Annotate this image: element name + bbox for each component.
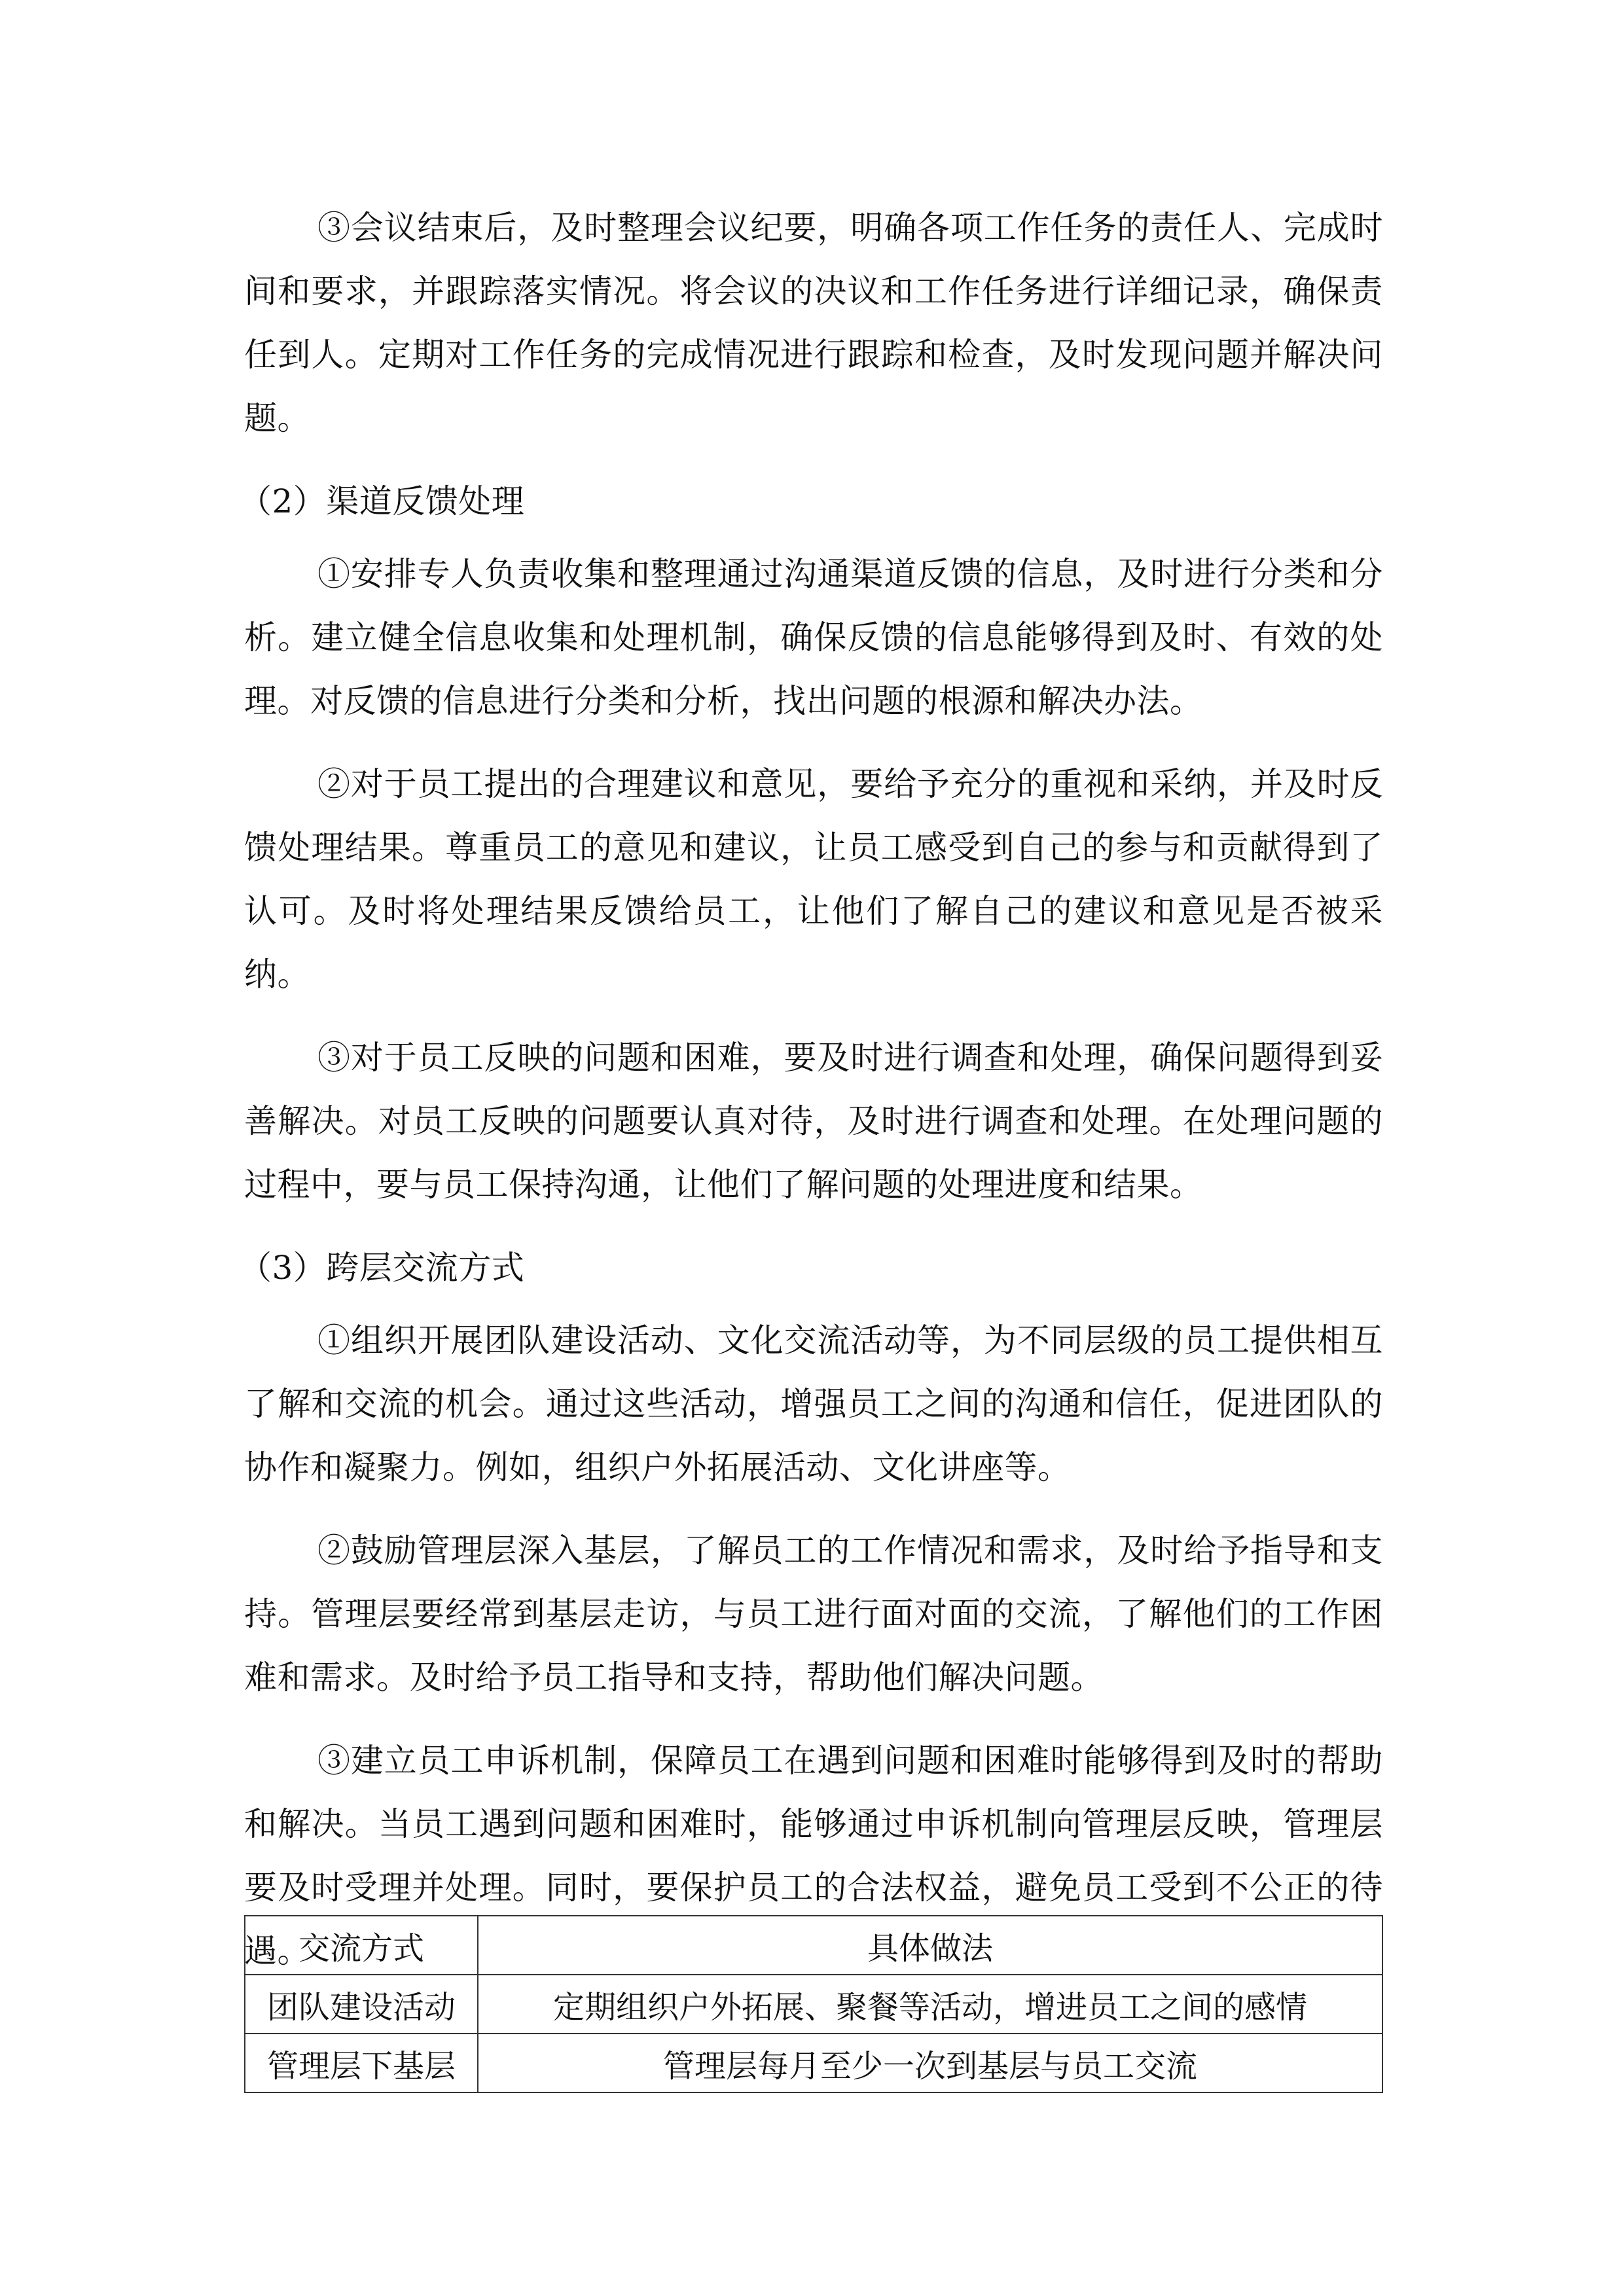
- table-cell-method: 团队建设活动: [245, 1975, 478, 2034]
- communication-methods-table: [244, 1915, 1383, 2093]
- paragraph-team-building: ①组织开展团队建设活动、文化交流活动等，为不同层级的员工提供相互了解和交流的机会。通过这些活动，增强员工之间的沟通和信任，促进团队的协作和凝聚力。例如，组织户外拓展活动、文化讲座等。: [244, 1321, 1383, 1486]
- table-header-row: [245, 1916, 1382, 1975]
- paragraph-employee-suggestions: ②对于员工提出的合理建议和意见，要给予充分的重视和采纳，并及时反馈处理结果。尊重员工的意见和建议，让员工感受到自己的参与和贡献得到了认可。及时将处理结果反馈给员工，让他们了解自己的建议和意见是否被采纳。: [244, 765, 1383, 994]
- section-heading-cross-level: （3）跨层交流方式: [239, 1249, 525, 1287]
- paragraph-management-grassroots: ②鼓励管理层深入基层，了解员工的工作情况和需求，及时给予指导和支持。管理层要经常到基层走访，与员工进行面对面的交流，了解他们的工作困难和需求。及时给予员工指导和支持，帮助他们解决问题。: [244, 1532, 1383, 1696]
- document-body: [239, 196, 1383, 2003]
- paragraph-meeting-minutes: ③会议结束后，及时整理会议纪要，明确各项工作任务的责任人、完成时间和要求，并跟踪落实情况。将会议的决议和工作任务进行详细记录，确保责任到人。定期对工作任务的完成情况进行跟踪和检查，及时发现问题并解决问题。: [244, 209, 1383, 437]
- paragraph-feedback-collection: ①安排专人负责收集和整理通过沟通渠道反馈的信息，及时进行分类和分析。建立健全信息收集和处理机制，确保反馈的信息能够得到及时、有效的处理。对反馈的信息进行分类和分析，找出问题的根源和解决办法。: [244, 555, 1383, 720]
- table-cell-practice: 管理层每月至少一次到基层与员工交流: [478, 2034, 1382, 2092]
- paragraph-appeal-mechanism: ③建立员工申诉机制，保障员工在遇到问题和困难时能够得到及时的帮助和解决。当员工遇到问题和困难时，能够通过申诉机制向管理层反映，管理层要及时受理并处理。同时，要保护员工的合法权益，避免员工受到不公正的待遇。: [244, 1742, 1383, 1970]
- table-cell-practice: 定期组织户外拓展、聚餐等活动，增进员工之间的感情: [478, 1975, 1382, 2034]
- table-row: [245, 1975, 1382, 2034]
- section-heading-channel-feedback: （2）渠道反馈处理: [239, 482, 525, 520]
- table-header-method: 交流方式: [245, 1916, 478, 1975]
- table-cell-method: 管理层下基层: [245, 2034, 478, 2092]
- paragraph-employee-problems: ③对于员工反映的问题和困难，要及时进行调查和处理，确保问题得到妥善解决。对员工反映的问题要认真对待，及时进行调查和处理。在处理问题的过程中，要与员工保持沟通，让他们了解问题的处理进度和结果。: [244, 1039, 1383, 1204]
- table-row: [245, 2034, 1382, 2092]
- table-header-practice: 具体做法: [478, 1916, 1382, 1975]
